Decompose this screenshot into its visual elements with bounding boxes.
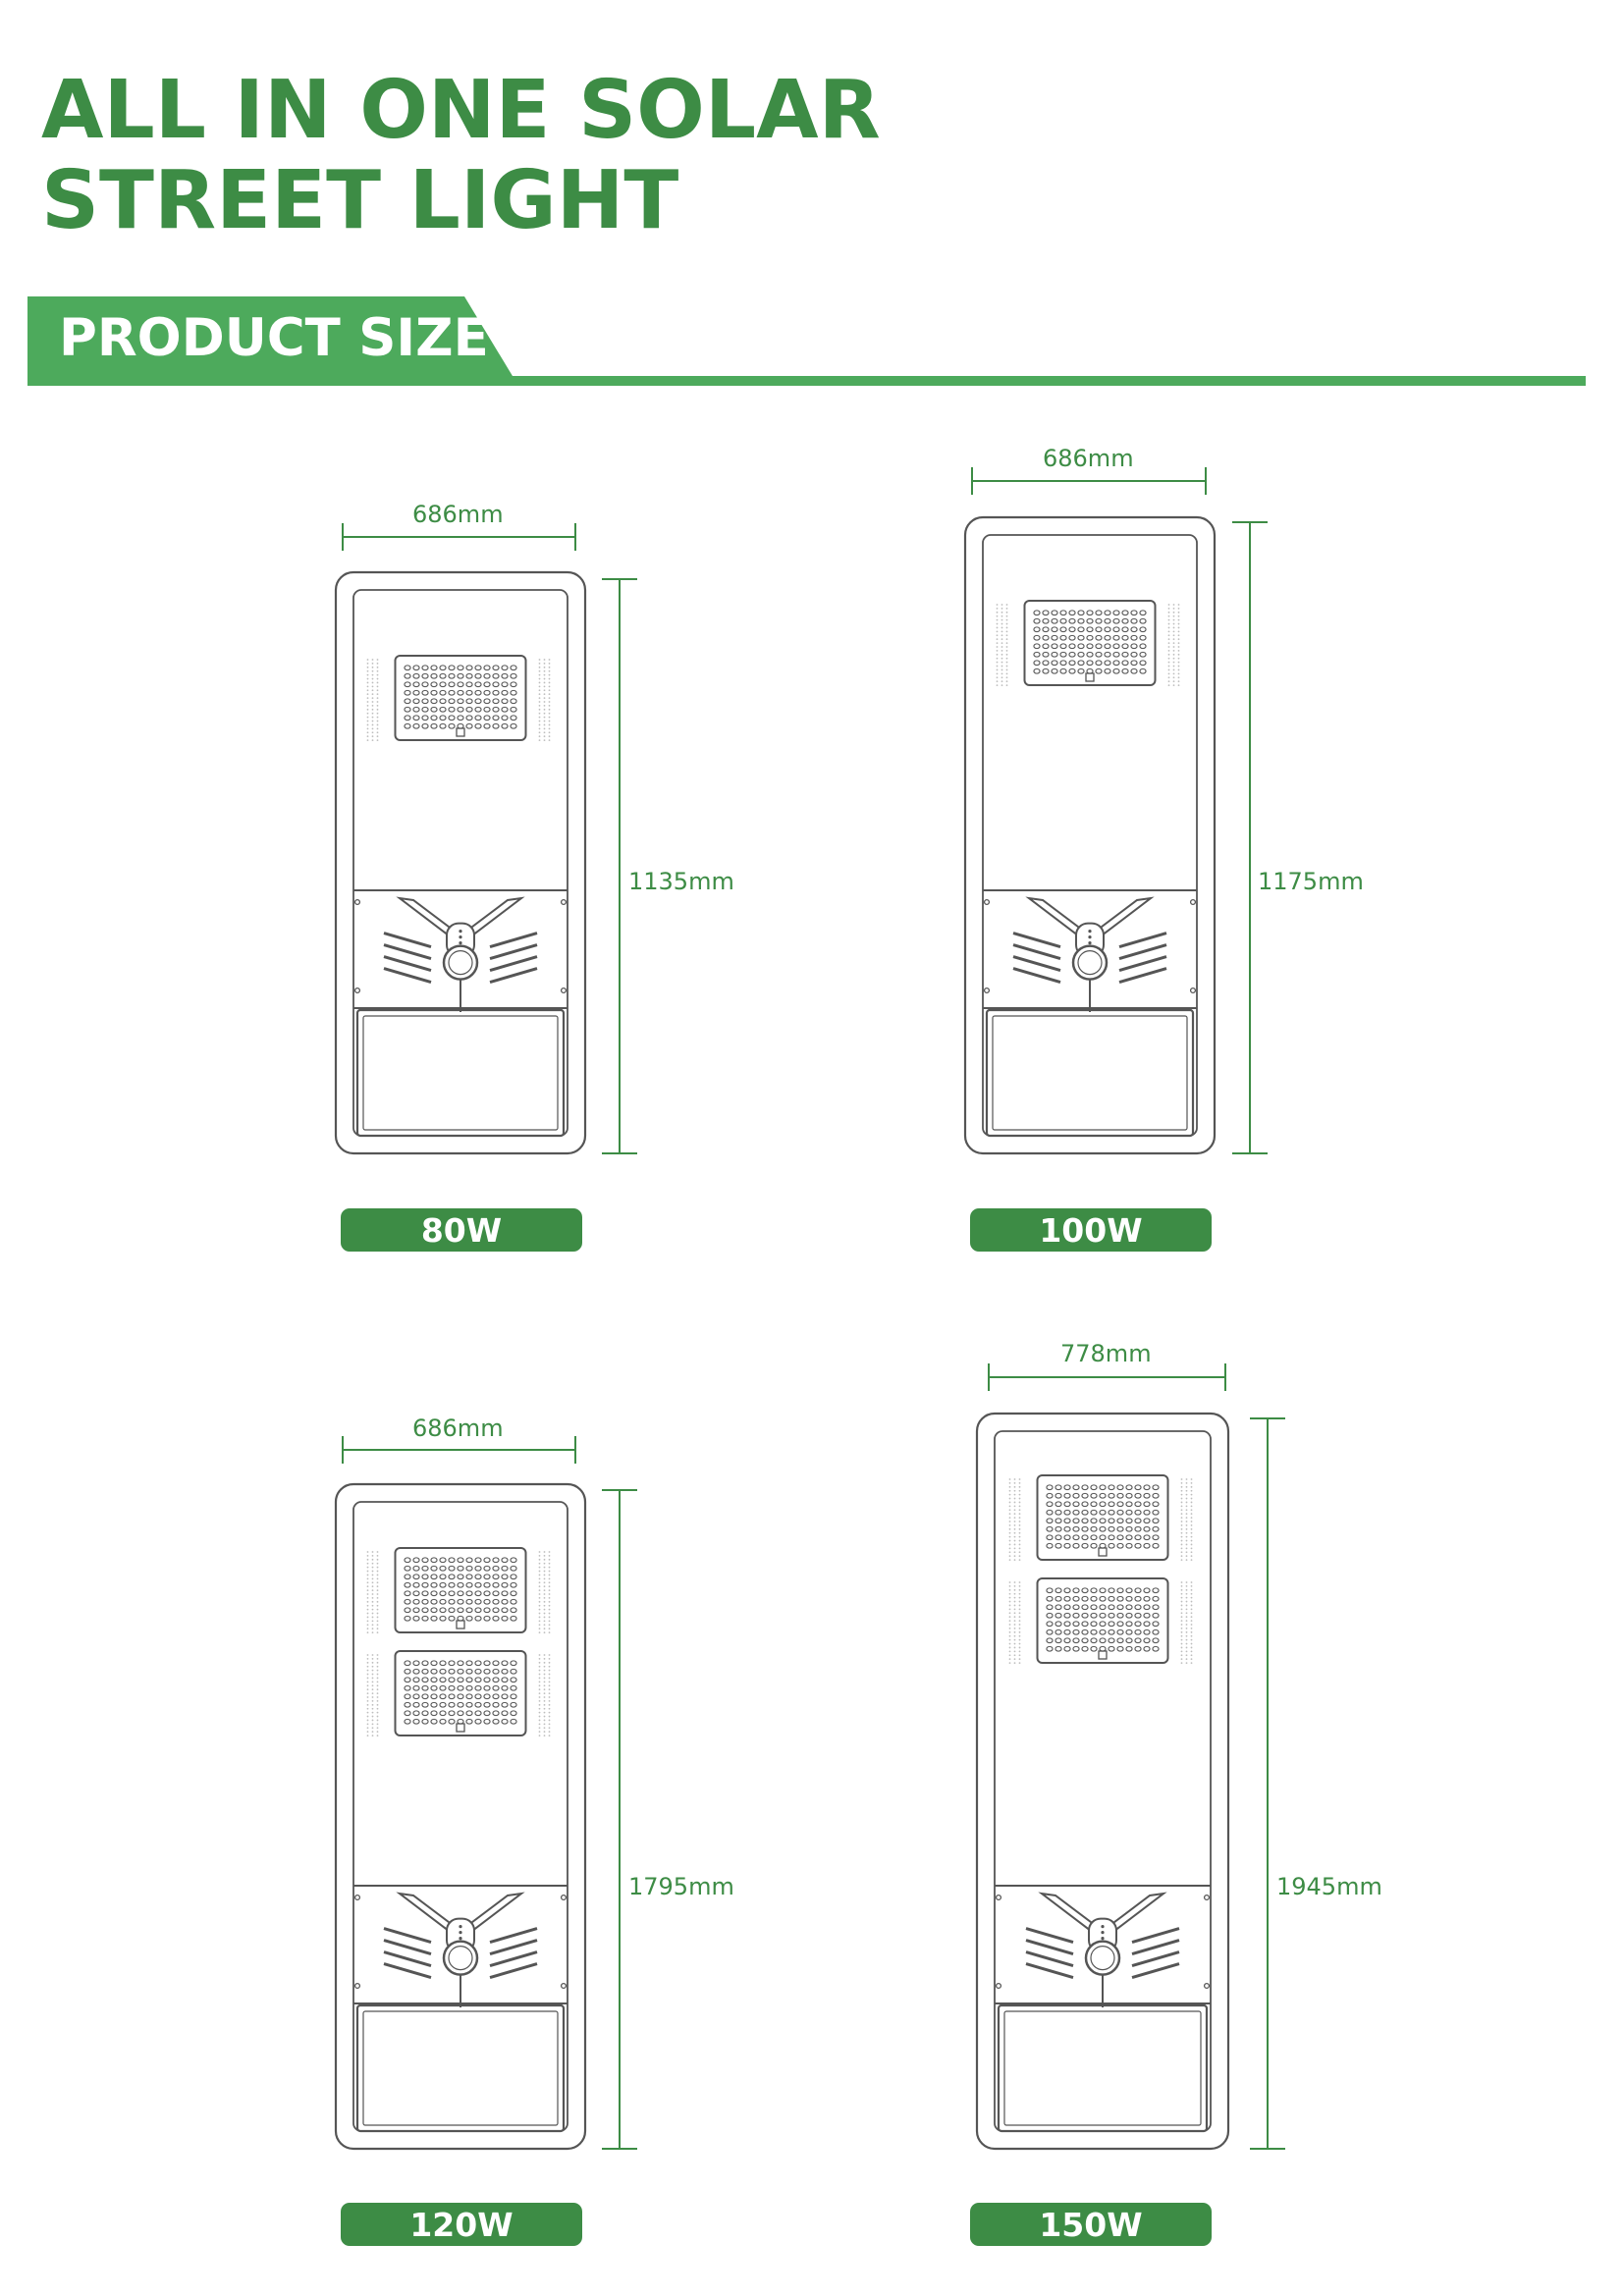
battery-panel-1: [357, 1010, 564, 1136]
led-module-3-1: [396, 1651, 526, 1735]
led-module-2-0: [1025, 601, 1156, 685]
wattage-badge-150w: 150W: [970, 2203, 1212, 2246]
led-module-4-0: [1038, 1475, 1168, 1560]
led-module-4-1: [1038, 1578, 1168, 1663]
width-label-120w: 686mm: [412, 1415, 504, 1442]
wattage-badge-80w: 80W: [341, 1208, 582, 1252]
lamp-outline-4: [977, 1414, 1228, 2149]
battery-panel-3: [357, 2005, 564, 2131]
height-label-80w: 1135mm: [628, 868, 734, 895]
section-heading: PRODUCT SIZE: [59, 308, 489, 368]
led-module-1-0: [396, 656, 526, 740]
solar-panel-4: [995, 1431, 1211, 2131]
solar-panel-2: [983, 535, 1197, 1136]
title-line-2: STREET LIGHT: [41, 154, 679, 247]
wattage-badge-100w: 100W: [970, 1208, 1212, 1252]
battery-panel-2: [987, 1010, 1193, 1136]
title-line-1: ALL IN ONE SOLAR: [41, 64, 881, 157]
width-label-150w: 778mm: [1060, 1340, 1152, 1367]
height-label-100w: 1175mm: [1258, 868, 1364, 895]
battery-panel-4: [999, 2005, 1207, 2131]
led-module-3-0: [396, 1548, 526, 1632]
wattage-badge-120w: 120W: [341, 2203, 582, 2246]
width-label-100w: 686mm: [1043, 445, 1134, 472]
height-label-120w: 1795mm: [628, 1873, 734, 1900]
height-label-150w: 1945mm: [1276, 1873, 1382, 1900]
width-label-80w: 686mm: [412, 501, 504, 528]
solar-panel-1: [353, 590, 568, 1136]
lamp-outline-3: [336, 1484, 585, 2149]
